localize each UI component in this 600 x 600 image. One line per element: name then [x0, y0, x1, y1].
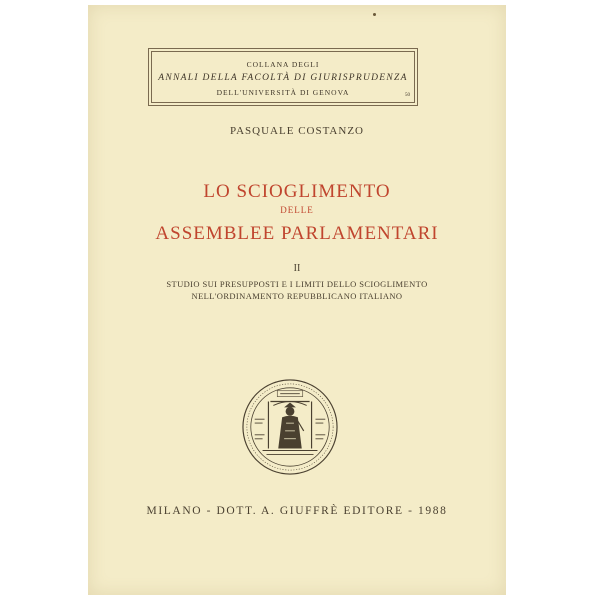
volume-number: II	[293, 263, 301, 274]
publisher-imprint: MILANO - DOTT. A. GIUFFRÈ EDITORE - 1988	[146, 505, 448, 517]
title-line-1: LO SCIOGLIMENTO	[203, 181, 391, 202]
title-line-2: DELLE	[280, 205, 314, 215]
book-cover	[88, 5, 506, 595]
title-line-3: ASSEMBLEE PARLAMENTARI	[155, 223, 439, 244]
series-line-2: ANNALI DELLA FACOLTÀ DI GIURISPRUDENZA	[158, 73, 408, 83]
series-line-3: DELL'UNIVERSITÀ DI GENOVA	[216, 88, 350, 97]
subtitle-line-2: NELL'ORDINAMENTO REPUBBLICANO ITALIANO	[191, 291, 403, 301]
series-box	[148, 48, 418, 106]
paper-speck	[373, 13, 376, 16]
author-name: PASQUALE COSTANZO	[230, 125, 364, 137]
series-line-1: COLLANA DEGLI	[246, 60, 320, 69]
subtitle-line-1: STUDIO SUI PRESUPPOSTI E I LIMITI DELLO SCIOGLIMENTO	[166, 279, 428, 289]
university-seal-icon	[241, 378, 339, 476]
series-number: 50	[405, 93, 410, 98]
